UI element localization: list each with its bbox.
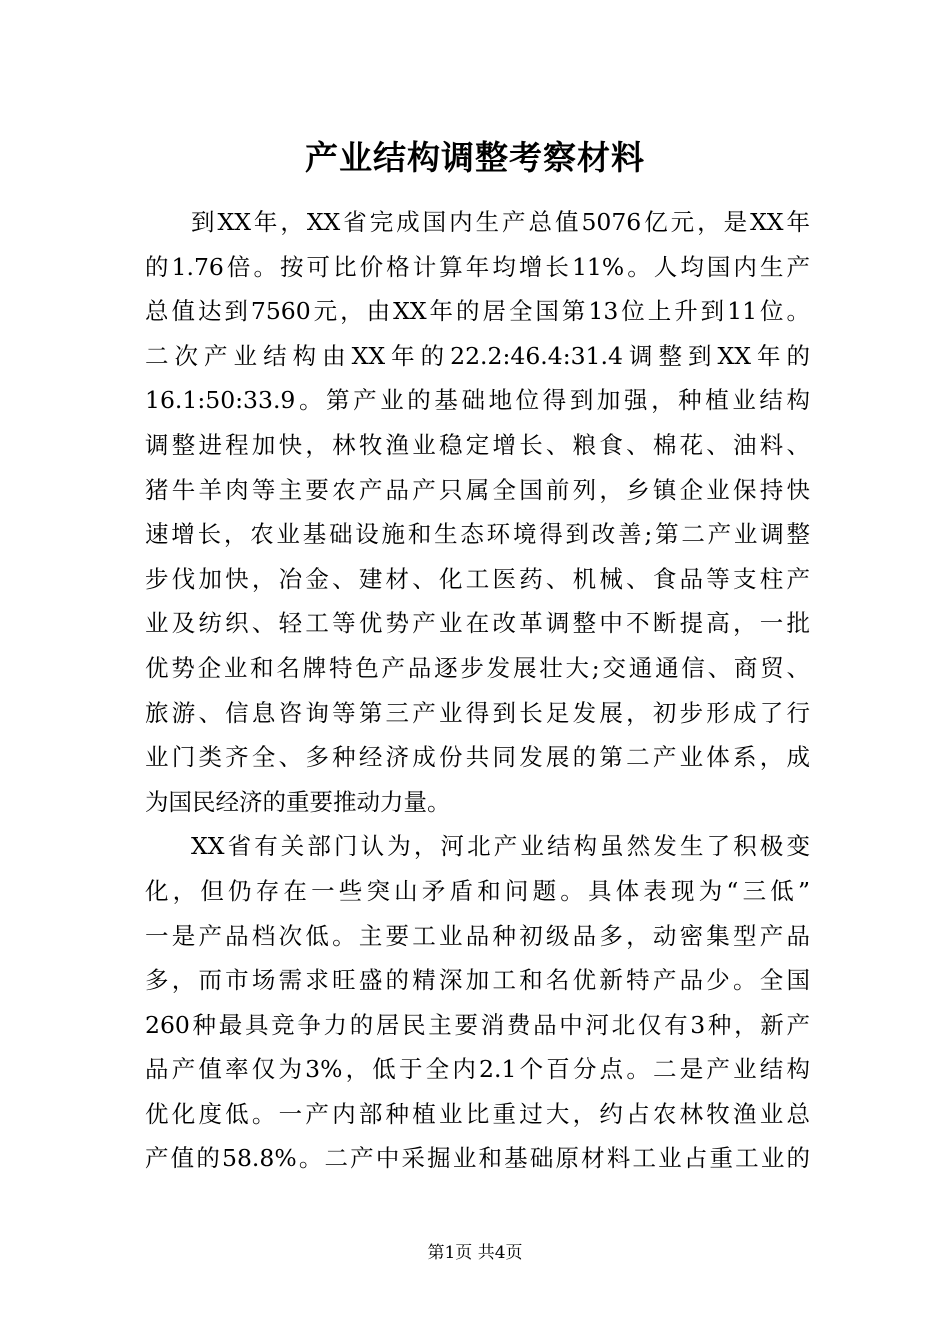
text-line: 260种最具竞争力的居民主要消费品中河北仅有3种，新产 <box>145 1010 810 1039</box>
text-line: 到XX年，XX省完成国内生产总值5076亿元，是XX年 <box>191 208 810 236</box>
text-line: 优势企业和名牌特色产品逐步发展壮大;交通通信、商贸、 <box>145 653 810 682</box>
text-line: 总值达到7560元，由XX年的居全国第13位上升到11位。 <box>145 297 810 326</box>
text-line: 多，而市场需求旺盛的精深加工和名优新特产品少。全国 <box>145 966 810 995</box>
text-line: XX省有关部门认为，河北产业结构虽然发生了积极变 <box>191 832 810 861</box>
text-line: 速增长，农业基础设施和生态环境得到改善;第二产业调整 <box>145 520 810 549</box>
text-line: 猪牛羊肉等主要农产品产只属全国前列，乡镇企业保持快 <box>145 475 810 504</box>
text-line: 的1.76倍。按可比价格计算年均增长11%。人均国内生产 <box>145 252 810 281</box>
document-title: 产业结构调整考察材料 <box>305 138 645 177</box>
page-number-footer: 第1页 共4页 <box>427 1243 523 1263</box>
text-line: 旅游、信息咨询等第三产业得到长足发展，初步形成了行 <box>145 698 810 727</box>
text-line: 为国民经济的重要推动力量。 <box>145 787 451 816</box>
text-line: 优化度低。一产内部种植业比重过大，约占农林牧渔业总 <box>145 1099 810 1128</box>
text-line: 化，但仍存在一些突山矛盾和问题。具体表现为“三低” <box>145 876 810 905</box>
document-body <box>145 200 810 1181</box>
text-line: 品产值率仅为3%，低于全内2.1个百分点。二是产业结构 <box>145 1055 810 1084</box>
text-line: 二次产业结构由XX年的22.2:46.4:31.4调整到XX年的 <box>145 341 810 370</box>
text-line: 步伐加快，冶金、建材、化工医药、机械、食品等支柱产 <box>145 564 810 593</box>
text-line: 业门类齐全、多种经济成份共同发展的第二产业体系，成 <box>145 743 810 772</box>
text-line: 16.1:50:33.9。第产业的基础地位得到加强，种植业结构 <box>145 386 810 415</box>
text-line: 产值的58.8%。二产中采掘业和基础原材料工业占重工业的 <box>145 1144 810 1173</box>
text-line: 一是产品档次低。主要工业品种初级品多，动密集型产品 <box>145 921 810 950</box>
text-line: 调整进程加快，林牧渔业稳定增长、粮食、棉花、油料、 <box>145 430 810 459</box>
text-line: 业及纺织、轻工等优势产业在改革调整中不断提高，一批 <box>145 609 810 638</box>
